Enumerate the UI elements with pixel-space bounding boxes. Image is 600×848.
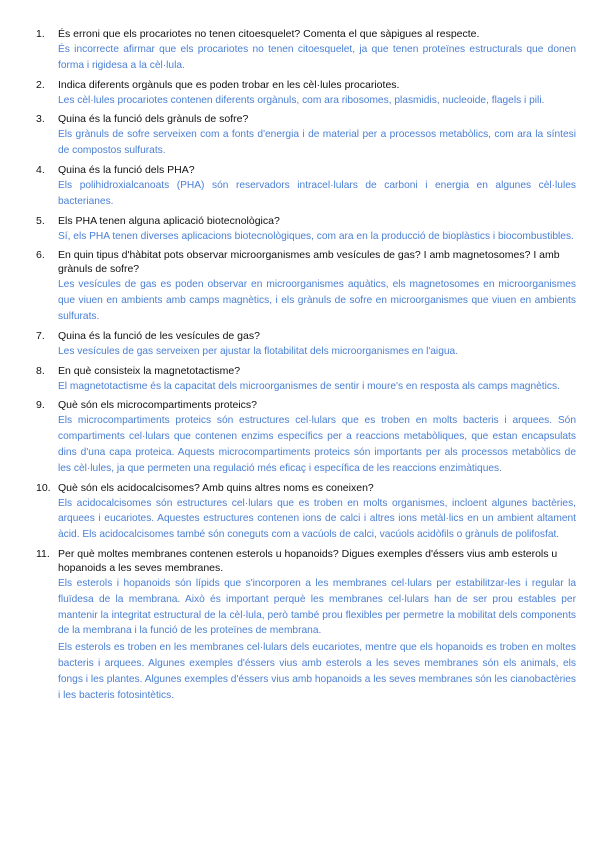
question-item xyxy=(36,214,576,245)
question-number: 3. xyxy=(36,113,45,126)
question-text: Indica diferents orgànuls que es poden trobar en les cèl·lules procariotes. xyxy=(58,78,400,91)
question-body xyxy=(58,112,576,159)
answer-text: Els acidocalcisomes són estructures cel·lulars que es troben en molts organismes, incloent algunes bactèries, arquees i eucariotes. Aquestes estructures contenen ions de calci i altres ions metàl·lics en un ambient altament àcid. Els acidocalcisomes també són coneguts com a vacúols de calci, vacúols acidòfils o grànuls de polifosfat. xyxy=(58,497,576,541)
question-item xyxy=(36,481,576,543)
question-number: 11. xyxy=(36,547,50,560)
question-text: Què són els acidocalcisomes? Amb quins altres noms es coneixen? xyxy=(58,481,374,494)
question-text: En quin tipus d'hàbitat pots observar microorganismes amb vesícules de gas? I amb magnetosomes? I amb grànuls de sofre? xyxy=(58,249,560,276)
question-number: 4. xyxy=(36,163,45,176)
answer-text: Els esterols i hopanoids són lípids que s'incorporen a les membranes cel·lulars per estabilitzar-les i regular la fluïdesa de la membrana. Això és important perquè les membranes cel·lulars han de ser prou estables per mantenir la integritat estructural de la cèl·lula, però també prou flexibles per permetre la mobilitat dels components de la membrana i la funció de les proteïnes de membrana. xyxy=(58,577,576,637)
question-number: 5. xyxy=(36,214,45,227)
question-text: En què consisteix la magnetotactisme? xyxy=(58,364,241,377)
question-item xyxy=(36,364,576,395)
question-text: Què són els microcompartiments proteics? xyxy=(58,399,257,412)
answer-text: Els polihidroxialcanoats (PHA) són reservadors intracel·lulars de carboni i energia en algunes cèl·lules bacterianes. xyxy=(58,179,576,207)
answer-text: Els esterols es troben en les membranes cel·lulars dels eucariotes, mentre que els hopanoids es troben en moltes bacteris i arquees. Algunes exemples d'éssers vius amb esterols a les seves membranes són els animals, els fongs i les plantes. Algunes exemples d'éssers vius amb hopanoids a les seves membranes són les cianobactèries i les bacteris fotosintètics. xyxy=(58,642,576,701)
answer-text: Les vesícules de gas es poden observar en microorganismes aquàtics, els magnetosomes en microorganismes que viuen en ambients amb camps magnètics, i els grànuls de sofre en microorganismes que viuen en ambients sulfurats. xyxy=(58,279,576,322)
question-item xyxy=(36,78,576,109)
question-number: 10. xyxy=(36,481,51,494)
question-number: 2. xyxy=(36,78,45,91)
question-item xyxy=(36,112,576,159)
question-item xyxy=(36,547,576,703)
question-list xyxy=(36,27,576,703)
question-body xyxy=(58,27,576,74)
answer-text: Les vesícules de gas serveixen per ajustar la flotabilitat dels microorganismes en l'aigua. xyxy=(58,345,459,357)
question-text: És erroni que els procariotes no tenen citoesquelet? Comenta el que sàpigues al respecte. xyxy=(58,28,480,40)
answer-text: Sí, els PHA tenen diverses aplicacions biotecnològiques, com ara en la producció de bioplàstics i biocombustibles. xyxy=(58,230,574,242)
question-body xyxy=(58,398,576,476)
question-text: Quina és la funció dels grànuls de sofre? xyxy=(58,113,249,126)
question-body xyxy=(58,481,576,543)
question-body xyxy=(58,547,576,703)
question-number: 7. xyxy=(36,329,45,342)
question-body xyxy=(58,329,576,360)
question-body xyxy=(58,214,576,245)
answer-text: Els microcompartiments proteics són estructures cel·lulars que es troben en molts bacteris i arquees. Són compartiments cel·lulars que contenen enzims específics per a reaccions metabòliques, que estan encapsulats dins d'una capa proteica. Aquests microcompartiments proteics són importants per als processos metabòlics de les cèl·lules, ja que permeten una regulació més eficaç i específica de les reaccions enzimàtiques. xyxy=(58,415,576,474)
question-text: Quina és la funció de les vesícules de gas? xyxy=(58,329,260,342)
answer-text: És incorrecte afirmar que els procariotes no tenen citoesquelet, ja que tenen proteïnes estructurals que donen forma i rigidesa a la cèl·lula. xyxy=(58,44,576,71)
question-item xyxy=(36,329,576,360)
question-item xyxy=(36,163,576,210)
question-body xyxy=(58,78,576,109)
question-text: Per què moltes membranes contenen esterols u hopanoids? Digues exemples d'éssers vius amb esterols u hopanoids a les seves membranes. xyxy=(58,547,558,574)
question-text: Els PHA tenen alguna aplicació biotecnològica? xyxy=(58,214,280,227)
question-body xyxy=(58,364,576,395)
answer-text: El magnetotactisme és la capacitat dels microorganismes de sentir i moure's en resposta als camps magnètics. xyxy=(58,380,560,392)
question-item xyxy=(36,27,576,74)
question-text: Quina és la funció dels PHA? xyxy=(58,163,195,176)
answer-text: Els grànuls de sofre serveixen com a fonts d'energia i de material per a processos metabòlics, com ara la síntesi de compostos sulfurats. xyxy=(58,129,576,157)
question-body xyxy=(58,163,576,210)
answer-text: Les cèl·lules procariotes contenen diferents orgànuls, com ara ribosomes, plasmidis, nucleoide, flagels i pili. xyxy=(58,94,545,106)
question-number: 6. xyxy=(36,249,45,262)
question-number: 1. xyxy=(36,28,45,40)
question-number: 9. xyxy=(36,399,45,412)
question-item xyxy=(36,248,576,324)
question-body xyxy=(58,248,576,324)
question-item xyxy=(36,398,576,476)
question-number: 8. xyxy=(36,364,45,377)
